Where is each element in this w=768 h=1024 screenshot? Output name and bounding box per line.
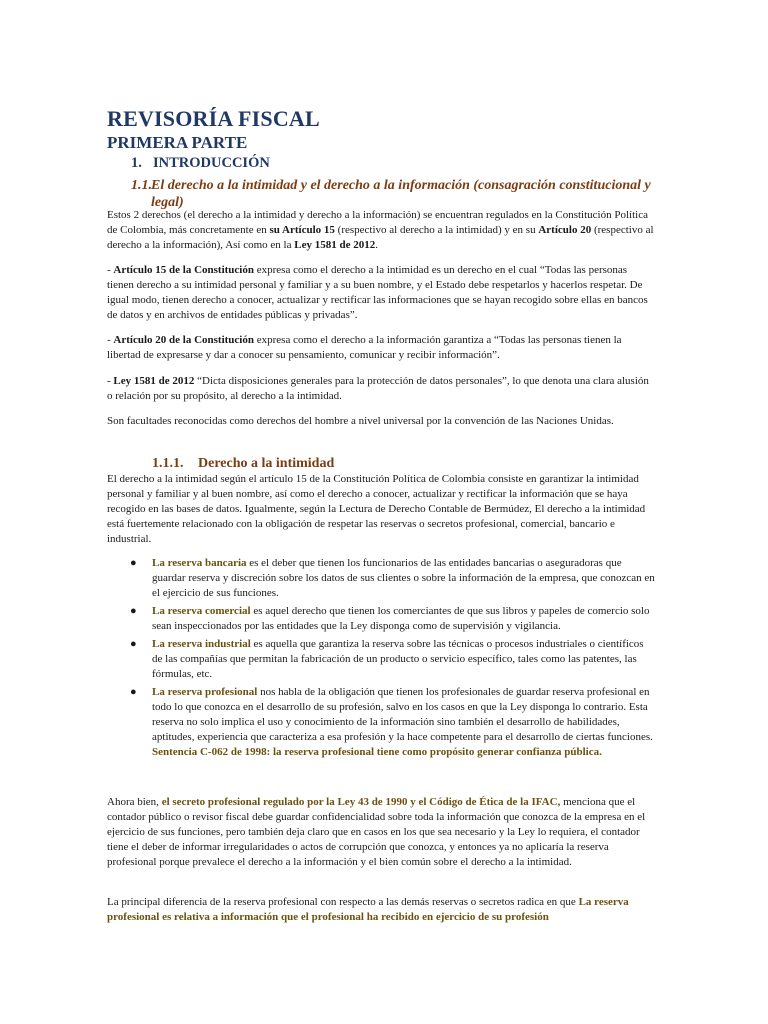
bullet-tail: Sentencia C-062 de 1998: la reserva profesional tiene como propósito generar confianza pública. xyxy=(152,746,602,758)
bullet-lead: La reserva industrial xyxy=(152,638,251,650)
paragraph-articulo-15 xyxy=(107,263,655,323)
text-run: Estos 2 derechos (el derecho a la intimidad y derecho a la información) se encuentran regulados en la Constitución Política de Colombia, más concretamente en xyxy=(107,209,648,236)
paragraph-secreto-profesional xyxy=(107,795,655,870)
bullet-text: nos habla de la obligación que tienen los profesionales de guardar reserva profesional en todo lo que conozca en el desarrollo de su profesión, salvo en los casos en que la Ley disponga lo contrario. Esta reserva no solo implica el uso y conocimiento de la información sino también el desarrollo de habilidades, aptitudes, experiencia que caracteriza a esa profesión y la hace competente para el desarrollo de ciertas funciones. xyxy=(152,686,653,743)
paragraph-regulacion xyxy=(107,208,655,253)
document-title: REVISORÍA FISCAL xyxy=(107,106,320,131)
bullet-lead: La reserva bancaria xyxy=(152,557,247,569)
bold-run: Artículo 20 de la Constitución xyxy=(113,334,254,346)
bold-run: Artículo 20 xyxy=(538,224,592,236)
bullet-icon: ● xyxy=(130,686,137,698)
paragraph-ley-1581 xyxy=(107,374,655,404)
subsection-number: 1.1. xyxy=(131,178,152,193)
bullet-lead: La reserva profesional xyxy=(152,686,258,698)
text-run: menciona que el contador público o revisor fiscal debe guardar confidencialidad sobre toda la información que conozca de la empresa en el ejercicio de sus funciones, pero también deja claro que en casos en los que sea necesario y la Ley lo requiera, el contador tiene el deber de informar irregularidades o actos de corrupción que conozca, y entonces ya no aplicaría la reserva profesional porque prevalece el derecho a la información y el bien común sobre el derecho a la intimidad. xyxy=(107,796,646,868)
bullet-icon: ● xyxy=(130,557,137,569)
text-run: La principal diferencia de la reserva profesional con respecto a las demás reservas o secretos radica en que xyxy=(107,896,579,908)
section-label: INTRODUCCIÓN xyxy=(153,155,270,171)
paragraph-articulo-20 xyxy=(107,333,655,363)
reservas-list xyxy=(130,556,655,763)
subsubsection-label: Derecho a la intimidad xyxy=(198,456,335,471)
text-run: expresa como el derecho a la información garantiza a “Todas las personas tienen la libertad de expresarse y dar a conocer su pensamiento, comunicar y recibir información”. xyxy=(107,334,622,361)
bold-run: el secreto profesional regulado por la Ley 43 de 1990 y el Código de Ética de la IFAC, xyxy=(161,796,561,808)
bullet-icon: ● xyxy=(130,605,137,617)
section-number: 1. xyxy=(131,155,142,171)
bullet-text: es aquella que garantiza la reserva sobre las técnicas o procesos industriales o científicos de las compañías que permitan la fabricación de un producto o servicio específico, tales como las patentes, las fórmulas, etc. xyxy=(152,638,644,680)
section-heading-introduccion xyxy=(131,155,270,172)
bold-run: su Artículo 15 xyxy=(269,224,335,236)
dash: - xyxy=(107,334,114,346)
paragraph-diferencia xyxy=(107,895,655,925)
bullet-icon: ● xyxy=(130,638,137,650)
bullet-lead: La reserva comercial xyxy=(152,605,251,617)
list-item xyxy=(130,685,655,760)
list-item xyxy=(130,637,655,682)
subsection-heading-derechos xyxy=(131,177,651,211)
text-run: expresa como el derecho a la intimidad es un derecho en el cual “Todas las personas tienen derecho a su intimidad personal y familiar y a su buen nombre, y el Estado debe respetarlos y hacerlos respetar. De igual modo, tienen derecho a conocer, actualizar y rectificar las informaciones que se hayan recogido sobre ellas en bancos de datos y en archivos de entidades públicas y privadas”. xyxy=(107,264,648,321)
subsection-label-line1: El derecho a la intimidad y el derecho a la información (consagración constitucional y xyxy=(151,178,651,193)
list-item xyxy=(130,556,655,601)
subsubsection-number: 1.1.1. xyxy=(152,456,184,471)
text-run: “Dicta disposiciones generales para la protección de datos personales”, lo que denota una clara alusión o relación por su propósito, al derecho a la intimidad. xyxy=(107,375,649,402)
bold-run: Ley 1581 de 2012 xyxy=(113,375,195,387)
document-subtitle: PRIMERA PARTE xyxy=(107,133,248,152)
paragraph-naciones-unidas: Son facultades reconocidas como derechos del hombre a nivel universal por la convención de las Naciones Unidas. xyxy=(107,415,614,427)
bold-run: Ley 1581 de 2012 xyxy=(294,239,376,251)
text-run: (respectivo al derecho a la información), Así como en la xyxy=(107,224,654,251)
dash: - xyxy=(107,375,114,387)
subsection-label-line2: legal) xyxy=(151,195,184,210)
bold-run: La reserva profesional es relativa a información que el profesional ha recibido en ejercicio de su profesión xyxy=(107,896,629,923)
text-run: . xyxy=(375,239,378,251)
text-run: (respectivo al derecho a la intimidad) y en su xyxy=(334,224,539,236)
text-run: Ahora bien, xyxy=(107,796,162,808)
paragraph-derecho-intimidad: El derecho a la intimidad según el artículo 15 de la Constitución Política de Colombia consiste en garantizar la intimidad personal y familiar y al buen nombre, así como el derecho a conocer, actualizar y rectificar la información que se haya recogido en las bases de datos. Igualmente, según la Lectura de Derecho Contable de Bermúdez, El derecho a la intimidad está fuertemente relacionado con la obligación de respetar las reservas o secretos profesional, comercial, bancario e industrial. xyxy=(107,473,646,545)
bold-run: Artículo 15 de la Constitución xyxy=(113,264,254,276)
dash: - xyxy=(107,264,114,276)
bullet-text: es aquel derecho que tienen los comerciantes de que sus libros y papeles de comercio solo sean inspeccionados por las entidades que la Ley disponga como de supervisión y vigilancia. xyxy=(152,605,650,632)
subsubsection-heading-intimidad xyxy=(152,456,334,472)
bullet-text: es el deber que tienen los funcionarios de las entidades bancarias o aseguradoras que guardar reserva y discreción sobre los datos de sus clientes o sobre la información de la empresa, que conozcan en el ejercicio de sus funciones. xyxy=(152,557,655,599)
list-item xyxy=(130,604,655,634)
